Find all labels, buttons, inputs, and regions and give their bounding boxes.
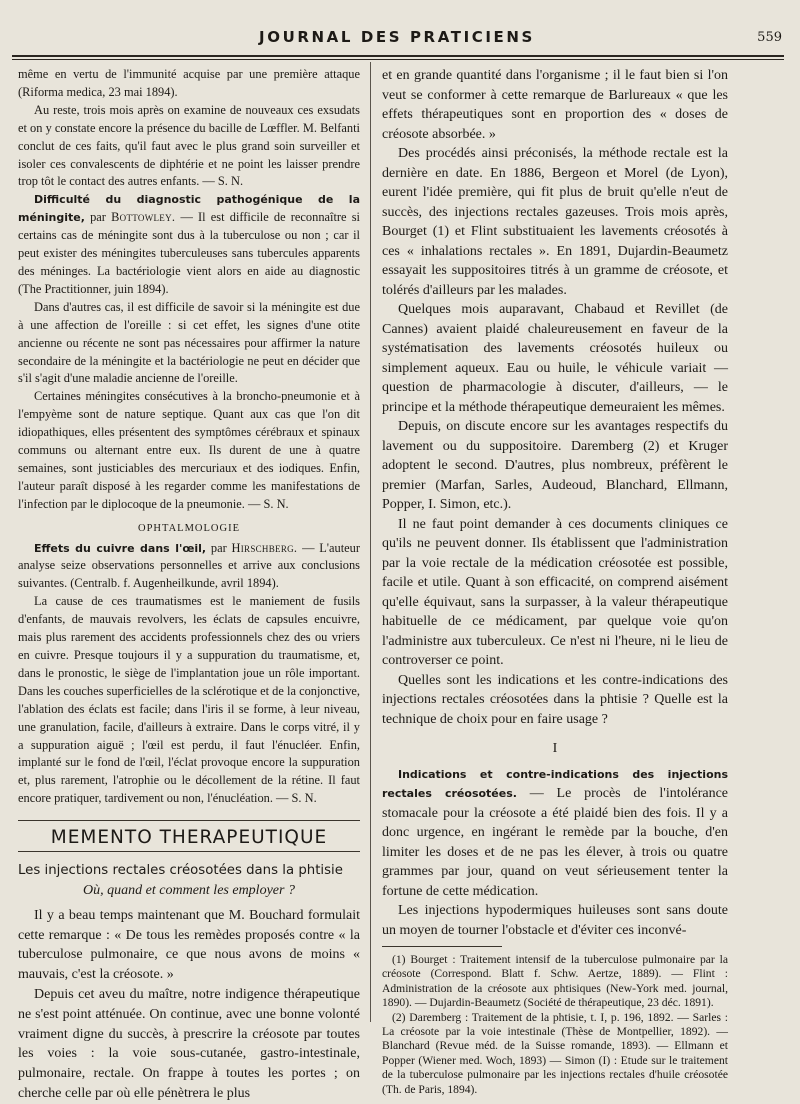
- section-number: I: [552, 741, 558, 756]
- paragraph: Quelles sont les indications et les contre-indications des injections rectales créosotées dans la phtisie ? Quelle est la technique de choix pour en faire usage ?: [382, 672, 728, 727]
- paragraph: [382, 765, 728, 902]
- memento-title: MEMENTO THERAPEUTIQUE: [50, 827, 328, 849]
- author-name: Hirschberg.: [231, 540, 298, 555]
- header-rule-thin: [12, 59, 784, 60]
- article-heading: Difficulté du diagnostic pathogénique de la méningite,: [18, 193, 360, 225]
- page-number: 559: [757, 30, 782, 45]
- right-column: [382, 66, 728, 1097]
- paragraph: Il ne faut point demander à ces documents cliniques ce qu'ils ne peuvent donner. Ils établissent que l'administration par la voie rectale de la médication créosotée est possible, facile et utile. Quant à son efficacité, on comprend aisément qu'elle équivaut, sans la surpasser, à la valeur thérapeutique habituelle de ce médicament, par quelque voie qu'on l'administre aux tuberculeux. Ce n'est ni l'heure, ni le lieu de controverser ce point.: [382, 516, 728, 668]
- paragraph: Depuis, on discute encore sur les avantages respectifs du lavement ou du suppositoire. Daremberg (2) et Kruger adoptent le second. D'autres, plus nombreux, préfèrent le premier (Marfan, Sarles, Audeoud, Blanchard, Ellmann, Popper, I. Simon, etc.).: [382, 419, 728, 512]
- header-rule: [12, 55, 784, 57]
- page-header: [12, 24, 782, 54]
- byline-prefix: par: [90, 210, 106, 225]
- paragraph: La cause de ces traumatismes est le maniement de fusils d'enfants, de mauvais revolvers, les éclats de capsules encuivre, mais plus rarement des accidents professionnels chez des ou vriers en cuivre. Presque toujours il y a suppuration du traumatisme, et, dans le pronostic, le siège de l'implantation joue un rôle important. Dans les couches superficielles de la sclérotique et de la conjonctive, l'ablation des éclats est facile; dans l'iris il se forme, à leur niveau, une granulation, facile, d'ailleurs à extraire. Dans le corps vitré, il y a suppuration aiguë ; l'œil est perdu, il faut l'énucléer. Enfin, implanté sur le fond de l'œil, l'éclat provoque encore la suppuration et, plus rarement, l'atrophie ou le décollement de la rétine. Il faut encore pratiquer, tardivement ou non, l'énucléation. — S. N.: [18, 594, 360, 806]
- footnote: (2) Daremberg : Traitement de la phtisie, t. I, p. 196, 1892. — Sarles : La créosote par la voie intestinale (Thèse de Montpellier, 1892). — Blanchard (Revue méd. de la Suisse romande, 1893). — Ellmann et Popper (Wiener med. Woch, 1893) — Simon (I) : Etude sur le traitement de la tuberculose pulmonaire par les injections rectales d'huile créosotée (Th. de Paris, 1894).: [382, 1010, 728, 1096]
- section-label: OPHTALMOLOGIE: [138, 522, 240, 534]
- article-heading: Effets du cuivre dans l'œil,: [34, 541, 207, 555]
- footnotes: [382, 953, 728, 1097]
- author-name: Bottowley.: [111, 210, 176, 225]
- byline-prefix: par: [210, 540, 227, 555]
- section-rule: [18, 820, 360, 821]
- article-title: Les injections rectales créosotées dans la phtisie: [18, 863, 343, 879]
- paragraph-body: — Il est difficile de reconnaître si certains cas de méningite sont dus à la tuberculose ou non ; car il peut exister des méningites tuberculeuses sans tubercules apparents des méninges. La bactériologie vient alors en aide au diagnostic (The Practitionner, juin 1894).: [18, 210, 360, 296]
- memento-rule: [18, 851, 360, 852]
- paragraph-body: — L'auteur analyse seize observations personnelles et arrive aux conclusions suivantes. (Centralb. f. Augenheilkunde, avril 1894).: [18, 540, 360, 591]
- article-body: [18, 906, 360, 1104]
- paragraph: Des procédés ainsi préconisés, la méthode rectale est la dernière en date. En 1886, Bergeon et Morel (de Lyon), eurent l'idée première, qui fit plus de bruit qu'elle n'eut de succès, des injections rectales gazeuses. Trois mois après, Bourget (1) et Flint substituaient les lavements créosotés à ces « inhalations rectales ». En 1891, Dujardin-Beaumetz essayait les suppositoires titrés à un gramme de créosote, et tolérés d'ailleurs par les malades.: [382, 146, 728, 298]
- paragraph: Certaines méningites consécutives à la broncho-pneumonie et à l'empyème sont de nature septique. Quant aux cas que l'on dit idiopathiques, elles présentent des symptômes cérébraux et spinaux communs ou alternant entre eux. Ils durent de une à quatre semaines, sont justiciables des mercuriaux et des iodiques. Enfin, l'auteur paraît disposé à les regarder comme les manifestations de l'infection par le diplocoque de la pneumonie. — S. N.: [18, 389, 360, 511]
- column-divider: [370, 62, 371, 1022]
- paragraph: et en grande quantité dans l'organisme ; il le faut bien si l'on veut se conformer à cette remarque de Barlureaux « que les effets thérapeutiques sont en proportion des « doses de créosote absorbée. »: [382, 68, 728, 142]
- journal-title: JOURNAL DES PRATICIENS: [259, 28, 535, 46]
- paragraph: Quelques mois auparavant, Chabaud et Revillet (de Cannes) avaient plaidé chaleureusement en faveur de la systématisation des lavements créosotés huileux ou simplement aqueux. Eau ou huile, le véhicule variait — question de pharmacologie à discuter, d'ailleurs, — le principe et la méthode thérapeutique demeuraient les mêmes.: [382, 302, 728, 415]
- footnote: (1) Bourget : Traitement intensif de la tuberculose pulmonaire par la créosote (Correspond. Blatt f. Schw. Aertze, 1889). — Flint : Administration de la créosote aux phtisiques (New-York med. journal, 1890). — Dujardin-Beaumetz (Société de thérapeutique, 23 déc. 1891).: [382, 953, 728, 1010]
- paragraph: Les injections hypodermiques huileuses sont sans doute un moyen de tourner l'obstacle et d'éviter ces inconvé-: [382, 903, 728, 938]
- left-column: [18, 66, 360, 1104]
- paragraph: Dans d'autres cas, il est difficile de savoir si la méningite est due à une affection de l'oreille : si cet effet, les signes d'une otite ancienne ou récente ne sont pas nécessaires pour affirmer la nature secondaire de la méningite et la bactériologie ne peut en décider que s'il s'agit d'une maladie ancienne de l'oreille.: [18, 299, 360, 386]
- paragraph-body: — Le procès de l'intolérance stomacale pour la créosote a été plaidé bien des fois. Il y a donc urgence, en ingérant le remède par la bouche, d'en limiter les doses et de ne pas les élever, à trois ou quatre grammes par jour, quand on veut sérieusement tenter la fortune de cette médication.: [382, 786, 729, 899]
- article-heading: Indications et contre-indications des injections rectales créosotées.: [382, 767, 728, 800]
- paragraph: Il y a beau temps maintenant que M. Bouchard formulait cette remarque : « De tous les remèdes proposés contre « la tuberculose pulmonaire, ce que nous avons de moins « mauvais, c'est la créosote. »: [18, 907, 360, 983]
- paragraph: Depuis cet aveu du maître, notre indigence thérapeutique ne s'est point atténuée. On continue, avec une bonne volonté vraiment digne du succès, à prescrire la créosote par toutes les voies : la voie sous-cutanée, gastro-intestinale, pulmonaire, rectale. On frappe à toutes les portes ; on cherche celle par où elle pénètrera le plus: [18, 987, 360, 1102]
- paragraph: [18, 540, 360, 594]
- paragraph: même en vertu de l'immunité acquise par une première attaque (Riforma medica, 23 mai 1894).: [18, 67, 360, 99]
- paragraph: Au reste, trois mois après on examine de nouveaux ces exsudats et on y constate encore la présence du bacille de Lœffler. M. Belfanti conclut de ces faits, qu'il faut avec le plus grand soin surveiller et isoler ces convalescents de diphtérie et ne point les laisser prendre trop tôt le contact des autres enfants. — S. N.: [18, 102, 360, 189]
- paragraph: [18, 191, 360, 298]
- article-subtitle: Où, quand et comment les employer ?: [83, 882, 295, 898]
- footnote-rule: [382, 946, 502, 947]
